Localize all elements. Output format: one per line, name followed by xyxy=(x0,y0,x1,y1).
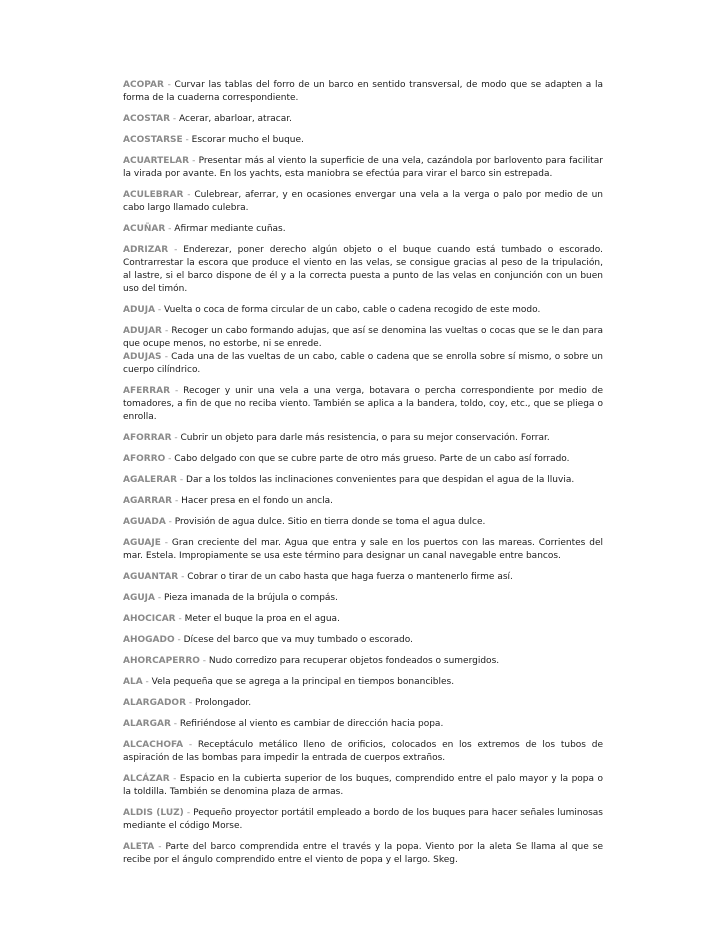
entry-term: AFORRO xyxy=(123,454,166,464)
glossary-entry xyxy=(123,634,603,647)
entry-separator: - xyxy=(154,593,164,603)
entry-separator: - xyxy=(183,740,198,750)
entry-separator: - xyxy=(175,614,185,624)
entry-separator: - xyxy=(182,135,192,145)
entry-separator: - xyxy=(186,698,195,708)
entry-term: AGUJA xyxy=(123,593,155,603)
entry-term: ACUÑAR xyxy=(123,224,166,234)
glossary-entry xyxy=(123,537,603,563)
glossary-entry xyxy=(123,655,603,668)
entry-term: ALCÁZAR xyxy=(123,774,170,784)
glossary-entry xyxy=(123,495,603,508)
entry-term: ALCACHOFA xyxy=(123,740,184,750)
entry-definition: Meter el buque la proa en el agua. xyxy=(184,614,340,624)
glossary-entry xyxy=(123,113,603,126)
glossary-entry xyxy=(123,351,603,377)
entry-term: ALARGADOR xyxy=(123,698,186,708)
entry-term: ALETA xyxy=(123,842,155,852)
entry-definition: Dar a los toldos las inclinaciones convenientes para que despidan el agua de la lluvia. xyxy=(186,475,575,485)
entry-definition: Afirmar mediante cuñas. xyxy=(174,224,286,234)
glossary-entry xyxy=(123,474,603,487)
entry-definition: Provisión de agua dulce. Sitio en tierra donde se toma el agua dulce. xyxy=(174,517,486,527)
entry-separator: - xyxy=(155,305,165,315)
entry-separator: - xyxy=(165,454,175,464)
entry-term: AGUADA xyxy=(123,517,166,527)
entry-definition: Curvar las tablas del forro de un barco en sentido transversal, de modo que se adapten a la forma de la cuaderna correspondiente. xyxy=(123,80,603,103)
entry-separator: - xyxy=(178,572,188,582)
entry-definition: Prolongador. xyxy=(194,698,252,708)
entry-term: ACOSTAR xyxy=(123,114,171,124)
entry-definition: Espacio en la cubierta superior de los buques, comprendido entre el palo mayor y la popa o la toldilla. También se denomina plaza de armas. xyxy=(123,774,603,797)
glossary-entry xyxy=(123,432,603,445)
glossary-page xyxy=(123,79,603,875)
glossary-entry xyxy=(123,718,603,731)
glossary-entry xyxy=(123,613,603,626)
entry-definition: Pequeño proyector portátil empleado a bordo de los buques para hacer señales luminosas mediante el código Morse. xyxy=(123,808,603,831)
entry-separator: - xyxy=(154,842,166,852)
glossary-entry xyxy=(123,244,603,296)
glossary-entry xyxy=(123,79,603,105)
glossary-entry xyxy=(123,697,603,710)
glossary-entry xyxy=(123,676,603,689)
entry-term: ALARGAR xyxy=(123,719,171,729)
entry-separator: - xyxy=(168,245,184,255)
entry-separator: - xyxy=(163,80,175,90)
entry-definition: Vuelta o coca de forma circular de un cabo, cable o cadena recogido de este modo. xyxy=(164,305,541,315)
glossary-entry xyxy=(123,773,603,799)
entry-separator: - xyxy=(170,719,180,729)
entry-term: ADUJA xyxy=(123,305,156,315)
entry-term: AFERRAR xyxy=(123,386,171,396)
entry-definition: Receptáculo metálico lleno de orificios, colocados en los extremos de los tubos de aspiración de las bombas para impedir la entrada de cuerpos extraños. xyxy=(123,740,603,763)
entry-definition: Dícese del barco que va muy tumbado o escorado. xyxy=(183,635,413,645)
entry-term: ALA xyxy=(123,677,143,687)
entry-separator: - xyxy=(162,326,172,336)
entry-definition: Parte del barco comprendida entre el través y la popa. Viento por la aleta Se llama al que se recibe por el ángulo comprendido entre el viento de popa y el largo. Skeg. xyxy=(123,842,603,865)
entry-term: AHOGADO xyxy=(123,635,175,645)
glossary-entry xyxy=(123,807,603,833)
entry-separator: - xyxy=(177,475,187,485)
glossary-entry xyxy=(123,571,603,584)
entry-separator: - xyxy=(142,677,152,687)
entry-definition: Nudo corredizo para recuperar objetos fondeados o sumergidos. xyxy=(208,656,500,666)
entry-term: AGALERAR xyxy=(123,475,178,485)
glossary-entry xyxy=(123,223,603,236)
entry-term: AFORRAR xyxy=(123,433,172,443)
entry-definition: Culebrear, aferrar, y en ocasiones envergar una vela a la verga o palo por medio de un cabo largo llamado culebra. xyxy=(123,190,603,213)
entry-separator: - xyxy=(172,496,182,506)
entry-definition: Cabo delgado con que se cubre parte de otro más grueso. Parte de un cabo así forrado. xyxy=(174,454,570,464)
glossary-entry xyxy=(123,516,603,529)
entry-definition: Pieza imanada de la brújula o compás. xyxy=(163,593,338,603)
entry-separator: - xyxy=(189,156,199,166)
entry-definition: Recoger un cabo formando adujas, que así se denomina las vueltas o cocas que se le dan para que ocupe menos, no estorbe, ni se enrede. xyxy=(123,326,603,349)
entry-term: ACULEBRAR xyxy=(123,190,184,200)
entry-separator: - xyxy=(171,433,181,443)
entry-definition: Hacer presa en el fondo un ancla. xyxy=(181,496,333,506)
entry-separator: - xyxy=(174,635,184,645)
glossary-entry xyxy=(123,841,603,867)
entry-term: ADRIZAR xyxy=(123,245,169,255)
entry-separator: - xyxy=(170,386,184,396)
entry-separator: - xyxy=(183,190,195,200)
glossary-entry xyxy=(123,453,603,466)
glossary-entry xyxy=(123,592,603,605)
glossary-entry xyxy=(123,739,603,765)
entry-definition: Acerar, abarloar, atracar. xyxy=(179,114,292,124)
entry-definition: Enderezar, poner derecho algún objeto o el buque cuando está tumbado o escorado. Contrarrestar la escora que produce el viento en las velas, se consigue gracias al peso de la tripulación, al lastre, si el barco dispone de él y a la correcta puesta a punto de las velas en conjunción con un buen uso del timón. xyxy=(123,245,603,294)
glossary-entry xyxy=(123,304,603,317)
entry-definition: Vela pequeña que se agrega a la principal en tiempos bonancibles. xyxy=(151,677,455,687)
entry-term: AGUANTAR xyxy=(123,572,179,582)
entry-term: AGUAJE xyxy=(123,538,161,548)
entry-term: AGARRAR xyxy=(123,496,173,506)
entry-definition: Refiriéndose al viento es cambiar de dirección hacia popa. xyxy=(179,719,444,729)
entry-separator: - xyxy=(160,538,172,548)
entry-separator: - xyxy=(199,656,209,666)
entry-term: AHORCAPERRO xyxy=(123,656,200,666)
entry-term: ACOSTARSE xyxy=(123,135,183,145)
entry-term: ADUJAS xyxy=(123,352,162,362)
entry-definition: Recoger y unir una vela a una verga, botavara o percha correspondiente por medio de tomadores, a fin de que no reciba viento. También se aplica a la bandera, toldo, coy, etc., que se pliega o enrolla. xyxy=(123,386,603,422)
glossary-entry xyxy=(123,325,603,351)
glossary-entry xyxy=(123,385,603,424)
entry-term: AHOCICAR xyxy=(123,614,176,624)
entry-term: ALDIS (LUZ) xyxy=(123,808,184,818)
entry-term: ACUARTELAR xyxy=(123,156,190,166)
glossary-entry xyxy=(123,134,603,147)
entry-separator: - xyxy=(165,517,175,527)
entry-separator: - xyxy=(165,224,175,234)
glossary-entry xyxy=(123,155,603,181)
entry-term: ACOPAR xyxy=(123,80,164,90)
entry-separator: - xyxy=(170,114,180,124)
entry-definition: Cada una de las vueltas de un cabo, cable o cadena que se enrolla sobre sí mismo, o sobre un cuerpo cilíndrico. xyxy=(123,352,603,375)
entry-definition: Cubrir un objeto para darle más resistencia, o para su mejor conservación. Forrar. xyxy=(180,433,550,443)
entry-separator: - xyxy=(183,808,194,818)
entry-definition: Cobrar o tirar de un cabo hasta que haga fuerza o mantenerlo firme así. xyxy=(187,572,513,582)
entry-separator: - xyxy=(169,774,180,784)
entry-separator: - xyxy=(161,352,172,362)
entry-definition: Presentar más al viento la superficie de una vela, cazándola por barlovento para facilitar la virada por avante. En los yachts, esta maniobra se efectúa para virar el barco sin estrepada. xyxy=(123,156,603,179)
entry-term: ADUJAR xyxy=(123,326,162,336)
entry-definition: Gran creciente del mar. Agua que entra y sale en los puertos con las mareas. Corrientes del mar. Estela. Impropiamente se usa este término para designar un canal navegable entre bancos. xyxy=(123,538,603,561)
glossary-entry xyxy=(123,189,603,215)
entry-definition: Escorar mucho el buque. xyxy=(191,135,304,145)
